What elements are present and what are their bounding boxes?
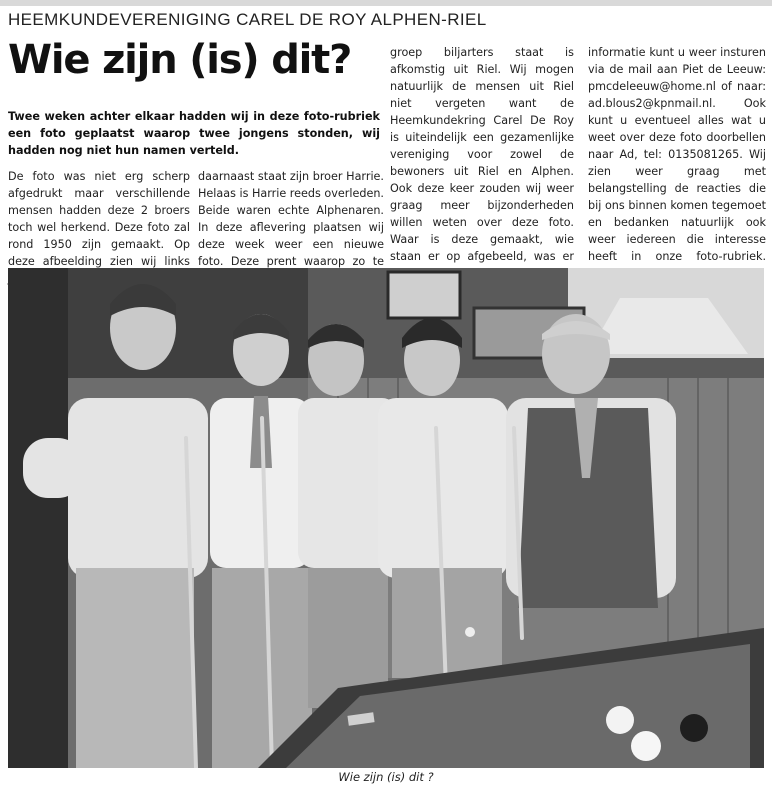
article-lead: Twee weken achter elkaar hadden wij in deze foto-rubriek een foto geplaatst waarop twee jongens stonden, wij hadden nog niet hun namen verteld. xyxy=(8,110,380,157)
article-headline: Wie zijn (is) dit? xyxy=(8,37,352,83)
top-rule xyxy=(0,0,772,6)
column-3-text: groep biljarters staat is afkomstig uit Riel. Wij mogen natuurlijk de mensen uit Riel niet vergeten want de Heemkundekring Carel De Roy is uiteindelijk een gezamenlijke vereniging voor zowel de bewoners uit Riel en Alphen. Ook deze keer zouden wij weer graag meer bijzonderheden willen weten over deze foto. Waar is deze gemaakt, wie staan er op afgebeeld, was er xyxy=(390,46,574,263)
article-photo xyxy=(8,268,764,768)
column-1-text: De foto was niet erg scherp afgedrukt maar verschillende mensen hadden deze 2 broers toch wel herkend. Deze foto zal rond 1950 zijn gemaakt. Op deze afbeelding zien wij links xyxy=(8,170,190,268)
article-column-4 xyxy=(588,44,766,282)
billiard-players-photo xyxy=(8,268,764,768)
photo-caption: Wie zijn (is) dit ? xyxy=(338,770,434,784)
column-2-text: daarnaast staat zijn broer Harrie. Helaas is Harrie reeds overleden. Beide waren echte Alphenaren. In deze aflevering plaatsen wij deze week weer een nieuwe foto. Deze prent waarop zo te xyxy=(198,170,384,268)
column-4-text: informatie kunt u weer insturen via de mail aan Piet de Leeuw: pmcdeleeuw@home.nl of naar: ad.blous2@kpnmail.nl. Ook kunt u eventueel alles wat u weet over deze foto doorbellen naar Ad, tel: 0135081265. Wij zien weer graag met belangstelling de reacties die bij ons binnen komen tegemoet en bedanken natuurlijk ook weer iedereen die interesse heeft in onze foto-rubriek. xyxy=(588,46,766,263)
section-kicker: HEEMKUNDEVERENIGING CAREL DE ROY ALPHEN-RIEL xyxy=(8,10,487,29)
